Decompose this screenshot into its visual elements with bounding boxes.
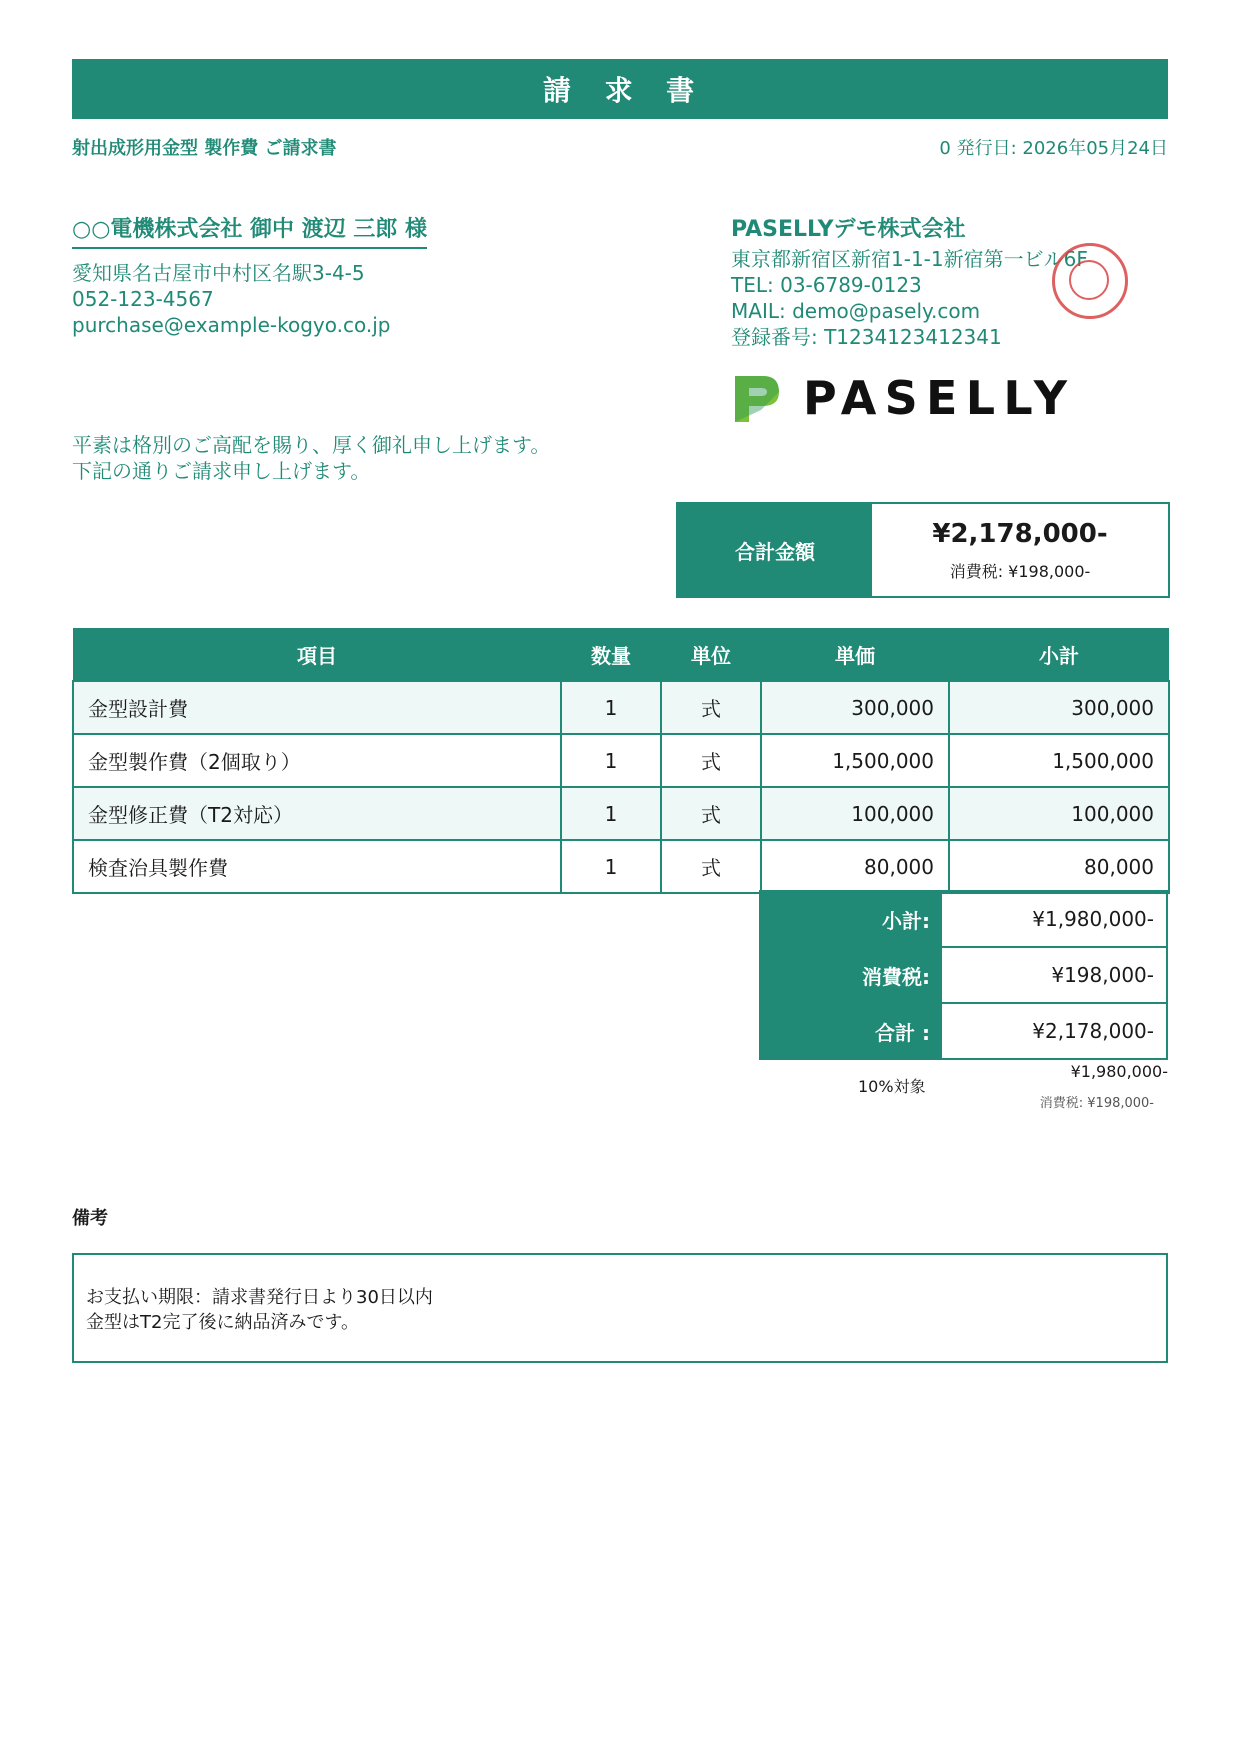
recipient-details	[72, 260, 390, 338]
cell-unit: 式	[661, 787, 761, 840]
tax-rate-label: 10%対象	[858, 1077, 926, 1096]
table-row	[73, 787, 1169, 840]
notes-line: 金型はT2完了後に納品済みです。	[86, 1312, 360, 1333]
cell-unit-price: 80,000	[761, 840, 949, 893]
table-header-row	[73, 628, 1169, 681]
col-header-qty: 数量	[561, 628, 661, 681]
sender-tel: TEL: 03-6789-0123	[731, 273, 922, 297]
cell-unit-price: 300,000	[761, 681, 949, 734]
table-row	[73, 681, 1169, 734]
col-header-unit-price: 単価	[761, 628, 949, 681]
cell-item: 検査治具製作費	[73, 840, 561, 893]
invoice-subject: 射出成形用金型 製作費 ご請求書	[72, 138, 337, 159]
summary-subtotal-value: ¥1,980,000-	[941, 891, 1167, 947]
cell-subtotal: 1,500,000	[949, 734, 1169, 787]
summary-tax-value: ¥198,000-	[941, 947, 1167, 1003]
notes-line: お支払い期限：請求書発行日より30日以内	[86, 1287, 433, 1308]
greeting-line: 平素は格別のご高配を賜り、厚く御礼申し上げます。	[72, 433, 551, 457]
cell-item: 金型製作費（2個取り）	[73, 734, 561, 787]
cell-item: 金型設計費	[73, 681, 561, 734]
cell-qty: 1	[561, 787, 661, 840]
table-row	[73, 734, 1169, 787]
cell-subtotal: 300,000	[949, 681, 1169, 734]
sender-name: PASELLYデモ株式会社	[731, 217, 966, 242]
notes-box	[72, 1253, 1168, 1363]
recipient-tel: 052-123-4567	[72, 287, 214, 311]
cell-subtotal: 100,000	[949, 787, 1169, 840]
sender-registration: 登録番号: T1234123412341	[731, 325, 1002, 349]
tax-rate-tax: 消費税: ¥198,000-	[1039, 1096, 1154, 1111]
total-amount-label: 合計金額	[678, 504, 872, 596]
company-logo	[731, 370, 1075, 426]
cell-unit-price: 100,000	[761, 787, 949, 840]
greeting	[72, 432, 550, 484]
recipient-name: ○○電機株式会社 御中 渡辺 三郎 様	[72, 212, 427, 249]
cell-unit: 式	[661, 840, 761, 893]
recipient-address: 愛知県名古屋市中村区名駅3-4-5	[72, 261, 365, 285]
cell-qty: 1	[561, 840, 661, 893]
cell-unit-price: 1,500,000	[761, 734, 949, 787]
col-header-subtotal: 小計	[949, 628, 1169, 681]
greeting-line: 下記の通りご請求申し上げます。	[72, 459, 371, 483]
line-items-table	[72, 628, 1170, 894]
sender-details	[731, 246, 1088, 350]
summary-subtotal-label: 小計:	[760, 891, 941, 947]
summary-table	[759, 890, 1168, 1060]
total-tax-value: 消費税: ¥198,000-	[949, 561, 1091, 581]
summary-tax-label: 消費税:	[760, 947, 941, 1003]
logo-mark-icon	[731, 370, 783, 426]
cell-subtotal: 80,000	[949, 840, 1169, 893]
tax-rate-amount: ¥1,980,000-	[1070, 1062, 1168, 1081]
invoice-title: 請 求 書	[72, 59, 1168, 119]
notes-heading: 備考	[72, 1208, 108, 1229]
sender-address: 東京都新宿区新宿1-1-1新宿第一ビル6F	[731, 247, 1088, 271]
cell-qty: 1	[561, 734, 661, 787]
recipient-email: purchase@example-kogyo.co.jp	[72, 313, 391, 337]
cell-qty: 1	[561, 681, 661, 734]
issue-date: 0 発行日: 2026年05月24日	[939, 138, 1168, 159]
table-row	[73, 840, 1169, 893]
sender-mail: MAIL: demo@pasely.com	[731, 299, 981, 323]
col-header-unit: 単位	[661, 628, 761, 681]
total-amount-value: ¥2,178,000-	[932, 518, 1108, 549]
cell-unit: 式	[661, 734, 761, 787]
summary-total-value: ¥2,178,000-	[941, 1003, 1167, 1059]
company-seal-stamp	[1052, 243, 1128, 319]
summary-total-row	[760, 1003, 1167, 1059]
total-amount-box	[676, 502, 1170, 598]
col-header-item: 項目	[73, 628, 561, 681]
cell-unit: 式	[661, 681, 761, 734]
summary-tax-row	[760, 947, 1167, 1003]
summary-total-label: 合計 :	[760, 1003, 941, 1059]
cell-item: 金型修正費（T2対応）	[73, 787, 561, 840]
summary-subtotal-row	[760, 891, 1167, 947]
logo-wordmark: PASELLY	[803, 371, 1076, 425]
